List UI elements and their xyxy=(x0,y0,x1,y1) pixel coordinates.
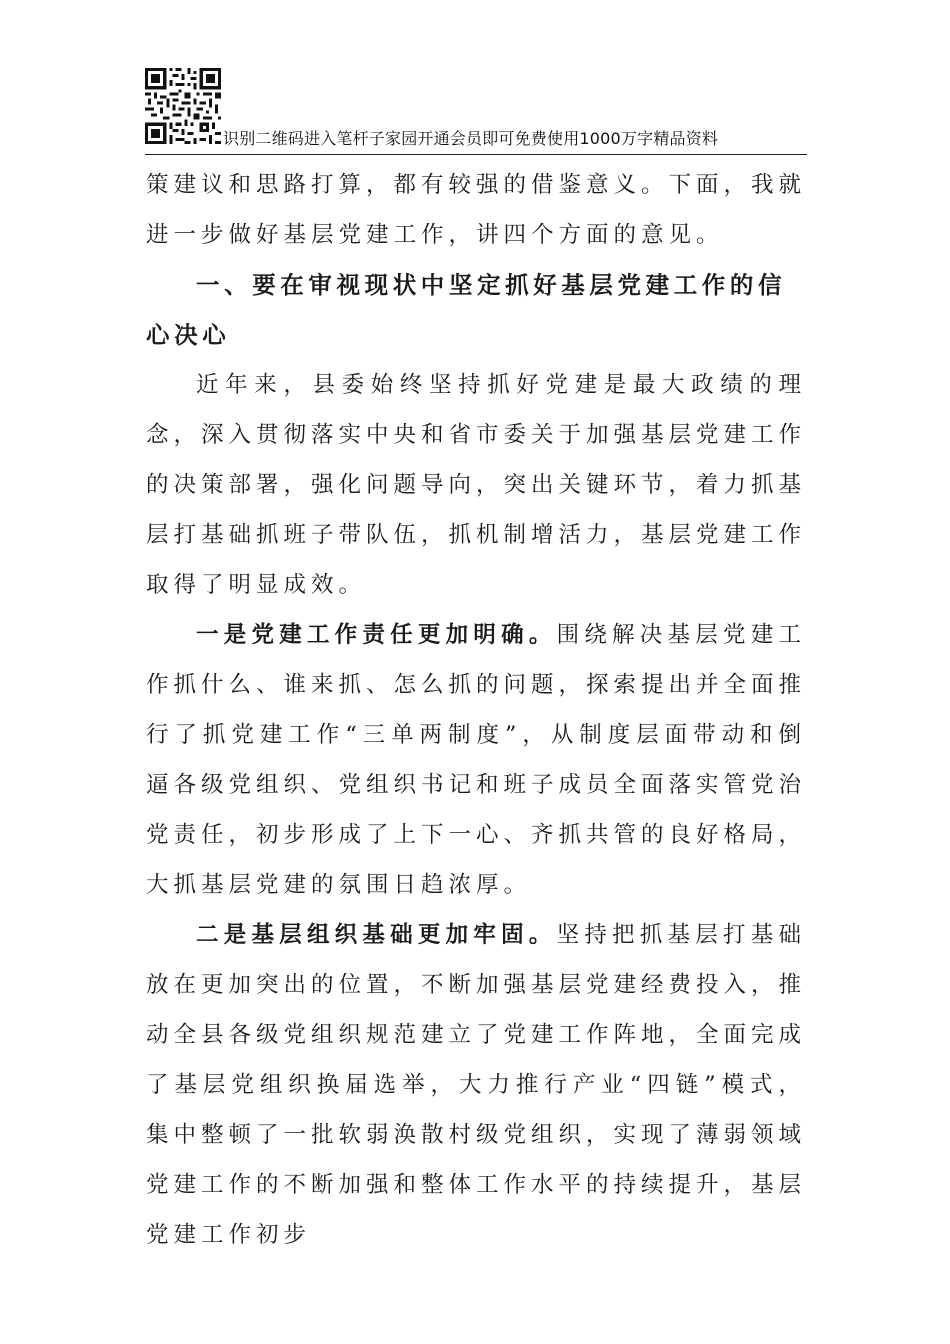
document-body xyxy=(146,160,806,1260)
intro-paragraph: 策建议和思路打算，都有较强的借鉴意义。下面，我就进一步做好基层党建工作，讲四个方面的意见。 xyxy=(146,172,807,248)
section-heading-1: 一、要在审视现状中坚定抓好基层党建工作的信心决心 xyxy=(146,271,787,349)
paragraph-3-body: 坚持把抓基层打基础放在更加突出的位置，不断加强基层党建经费投入，推动全县各级党组织规范建立了党建工作阵地，全面完成了基层党组织换届选举，大力推行产业“四链”模式，集中整顿了一批软弱涣散村级党组织，实现了薄弱领域党建工作的不断加强和整体工作水平的持续提升，基层党建工作初步 xyxy=(146,922,807,1248)
paragraph-3 xyxy=(146,910,806,1260)
page-header xyxy=(145,68,807,155)
paragraph-1: 近年来，县委始终坚持抓好党建是最大政绩的理念，深入贯彻落实中央和省市委关于加强基层党建工作的决策部署，强化问题导向，突出关键环节，着力抓基层打基础抓班子带队伍，抓机制增活力，基层党建工作取得了明显成效。 xyxy=(146,372,807,598)
header-banner-text: 识别二维码进入笔杆子家园开通会员即可免费使用1000万字精品资料 xyxy=(223,129,719,148)
paragraph-2-body: 围绕解决基层党建工作抓什么、谁来抓、怎么抓的问题，探索提出并全面推行了抓党建工作“三单两制度”，从制度层面带动和倒逼各级党组织、党组织书记和班子成员全面落实管党治党责任，初步形成了上下一心、齐抓共管的良好格局，大抓基层党建的氛围日趋浓厚。 xyxy=(146,622,807,898)
paragraph-2 xyxy=(146,610,806,910)
paragraph-2-lead: 一是党建工作责任更加明确。 xyxy=(196,622,557,648)
paragraph-3-lead: 二是基层组织基础更加牢固。 xyxy=(196,922,557,948)
qr-code-icon[interactable] xyxy=(145,68,221,144)
